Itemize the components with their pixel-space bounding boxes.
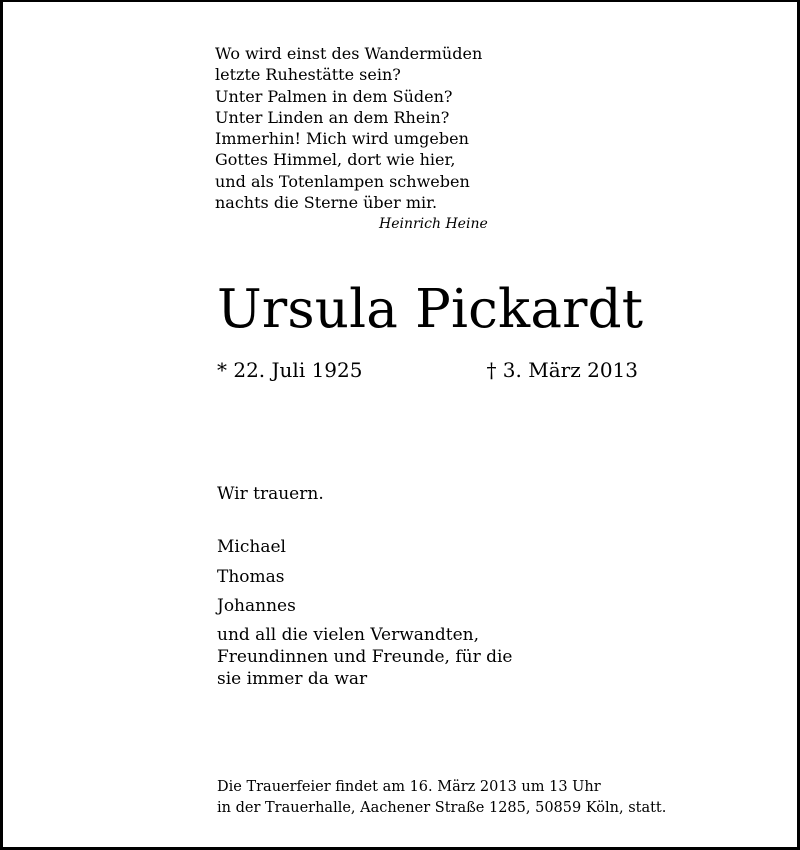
service-line: in der Trauerhalle, Aachener Straße 1285, 50859 Köln, statt.	[217, 799, 667, 816]
birth-date: * 22. Juli 1925	[217, 358, 363, 382]
poem-author: Heinrich Heine	[379, 216, 488, 232]
deceased-name: Ursula Pickardt	[217, 279, 644, 340]
poem-line: Wo wird einst des Wandermüden	[215, 44, 483, 63]
relatives-line: und all die vielen Verwandten,	[217, 625, 479, 645]
relatives-line: Freundinnen und Freunde, für die	[217, 647, 513, 667]
mourner-name: Thomas	[217, 566, 285, 587]
mourners-list	[217, 533, 296, 622]
poem-line: nachts die Sterne über mir.	[215, 193, 438, 213]
poem-line: Gottes Himmel, dort wie hier,	[215, 150, 456, 170]
poem-line: letzte Ruhestätte sein?	[215, 65, 401, 85]
service-line: Die Trauerfeier findet am 16. März 2013 um 13 Uhr	[217, 779, 601, 795]
relatives-line: sie immer da war	[217, 669, 368, 689]
poem-line: Immerhin! Mich wird umgeben	[215, 129, 469, 149]
poem-line: Unter Linden an dem Rhein?	[215, 107, 450, 127]
mourning-statement: Wir trauern.	[217, 484, 324, 504]
poem-line: und als Totenlampen schweben	[215, 171, 470, 191]
poem	[215, 43, 482, 213]
death-date: † 3. März 2013	[486, 358, 638, 382]
mourner-name: Johannes	[217, 596, 296, 616]
mourner-name: Michael	[217, 537, 286, 557]
funeral-service-info	[217, 777, 666, 818]
poem-line: Unter Palmen in dem Süden?	[215, 86, 453, 106]
relatives-text	[217, 624, 512, 690]
